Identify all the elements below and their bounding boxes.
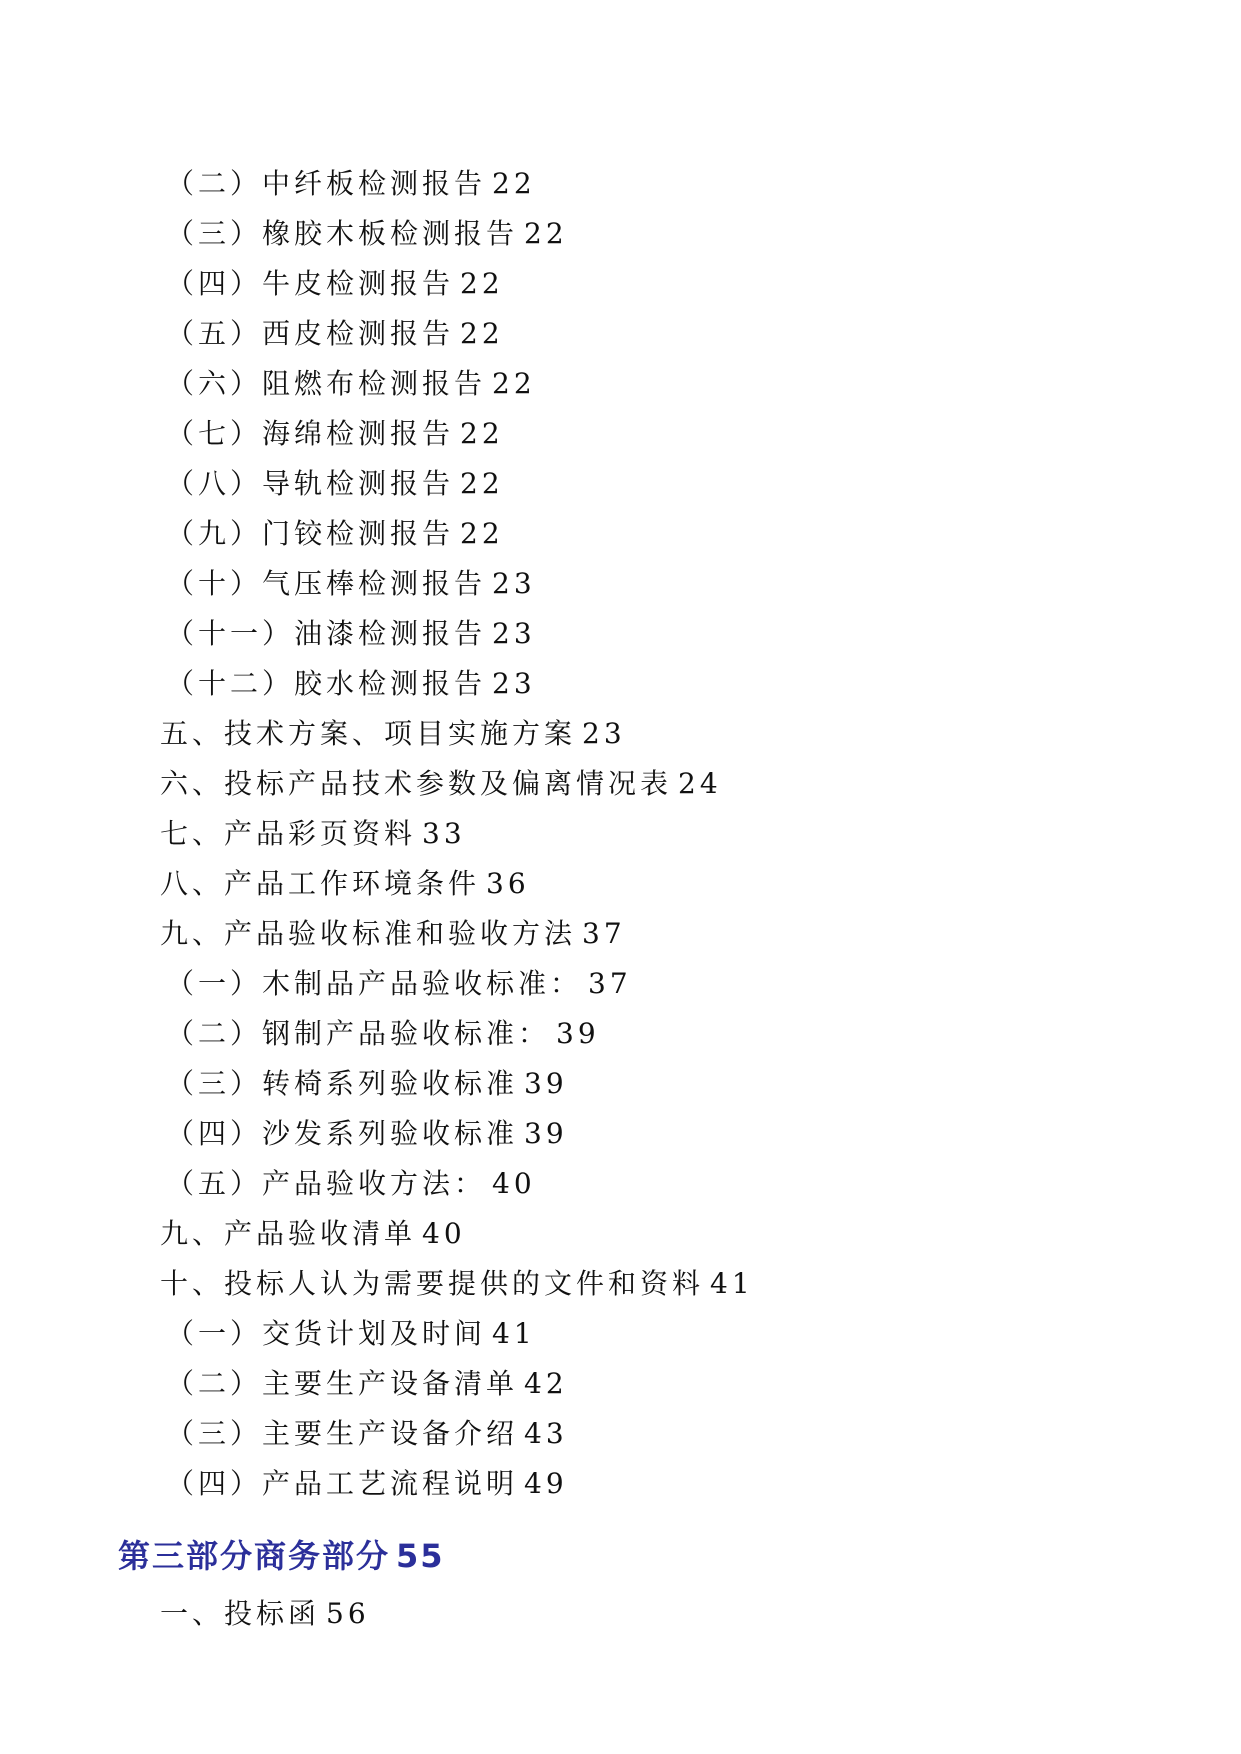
- toc-page-number: 22: [460, 417, 504, 450]
- toc-entry-title: （一）交货计划及时间: [166, 1317, 487, 1350]
- toc-page-number: 40: [492, 1167, 536, 1200]
- toc-entry-title: 八、产品工作环境条件: [160, 867, 481, 900]
- toc-page-number: 37: [588, 967, 632, 1000]
- toc-entry-title: 七、产品彩页资料: [160, 817, 417, 850]
- toc-page-number: 49: [524, 1467, 568, 1500]
- toc-page-number: 43: [524, 1417, 568, 1450]
- toc-section-title: 第三部分商务部分: [118, 1537, 391, 1575]
- toc-page-number: 23: [492, 567, 536, 600]
- toc-entry[interactable]: [160, 1214, 466, 1254]
- toc-entry[interactable]: [166, 964, 632, 1004]
- toc-page-number: 56: [326, 1597, 370, 1630]
- toc-entry[interactable]: [166, 264, 504, 304]
- toc-entry-title: 十、投标人认为需要提供的文件和资料: [160, 1267, 705, 1300]
- toc-page-number: 23: [492, 667, 536, 700]
- toc-entry[interactable]: [166, 1014, 600, 1054]
- toc-entry-title: 五、技术方案、项目实施方案: [160, 717, 577, 750]
- toc-entry[interactable]: [166, 1064, 568, 1104]
- toc-entry[interactable]: [166, 364, 536, 404]
- toc-entry[interactable]: [166, 1414, 568, 1454]
- toc-page-number: 37: [582, 917, 626, 950]
- toc-entry-title: （十）气压棒检测报告: [166, 567, 487, 600]
- toc-page-number: 42: [524, 1367, 568, 1400]
- toc-page-number: 22: [460, 267, 504, 300]
- toc-entry[interactable]: [166, 314, 504, 354]
- toc-entry-title: （三）橡胶木板检测报告: [166, 217, 519, 250]
- toc-page-number: 24: [678, 767, 722, 800]
- toc-entry-title: 一、投标函: [160, 1597, 321, 1630]
- toc-entry[interactable]: [160, 864, 530, 904]
- toc-page-number: 22: [460, 317, 504, 350]
- toc-page-number: 40: [422, 1217, 466, 1250]
- toc-entry[interactable]: [160, 714, 626, 754]
- toc-entry[interactable]: [160, 914, 626, 954]
- toc-entry-title: （二）钢制产品验收标准：: [166, 1017, 551, 1050]
- toc-page-number: 41: [710, 1267, 754, 1300]
- toc-entry[interactable]: [160, 1594, 370, 1634]
- toc-entry-title: （八）导轨检测报告: [166, 467, 455, 500]
- toc-page-number: 22: [460, 467, 504, 500]
- toc-entry-title: （三）主要生产设备介绍: [166, 1417, 519, 1450]
- toc-entry[interactable]: [166, 414, 504, 454]
- toc-entry[interactable]: [160, 764, 722, 804]
- toc-section-heading[interactable]: [118, 1534, 445, 1578]
- toc-entry[interactable]: [166, 514, 504, 554]
- toc-entry-title: （四）沙发系列验收标准: [166, 1117, 519, 1150]
- toc-entry[interactable]: [166, 1114, 568, 1154]
- toc-entry-title: （六）阻燃布检测报告: [166, 367, 487, 400]
- toc-page-number: 22: [492, 367, 536, 400]
- toc-entry-title: （四）牛皮检测报告: [166, 267, 455, 300]
- toc-page-number: 23: [582, 717, 626, 750]
- toc-entry-title: （七）海绵检测报告: [166, 417, 455, 450]
- toc-entry-title: （五）西皮检测报告: [166, 317, 455, 350]
- toc-entry[interactable]: [166, 1464, 568, 1504]
- toc-entry-title: （二）中纤板检测报告: [166, 167, 487, 200]
- toc-entry[interactable]: [166, 1314, 536, 1354]
- toc-entry-title: 九、产品验收清单: [160, 1217, 417, 1250]
- toc-page-number: 41: [492, 1317, 536, 1350]
- toc-entry-title: （四）产品工艺流程说明: [166, 1467, 519, 1500]
- toc-page-number: 22: [492, 167, 536, 200]
- toc-entry[interactable]: [166, 614, 536, 654]
- toc-entry[interactable]: [160, 1264, 754, 1304]
- toc-page-number: 22: [460, 517, 504, 550]
- toc-page-number: 39: [524, 1067, 568, 1100]
- toc-page-number: 22: [524, 217, 568, 250]
- toc-entry[interactable]: [166, 1364, 568, 1404]
- toc-entry-title: （二）主要生产设备清单: [166, 1367, 519, 1400]
- toc-page-number: 23: [492, 617, 536, 650]
- toc-page-number: 33: [422, 817, 466, 850]
- toc-entry[interactable]: [166, 214, 568, 254]
- toc-entry-title: （三）转椅系列验收标准: [166, 1067, 519, 1100]
- toc-entry-title: （十二）胶水检测报告: [166, 667, 487, 700]
- toc-entry-title: （一）木制品产品验收标准：: [166, 967, 583, 1000]
- toc-page-number: 39: [524, 1117, 568, 1150]
- toc-entry-title: 六、投标产品技术参数及偏离情况表: [160, 767, 673, 800]
- toc-entry[interactable]: [166, 164, 536, 204]
- toc-entry[interactable]: [166, 564, 536, 604]
- toc-page-number: 39: [556, 1017, 600, 1050]
- toc-page-number: 55: [396, 1537, 445, 1575]
- toc-entry-title: （九）门铰检测报告: [166, 517, 455, 550]
- toc-entry-title: （十一）油漆检测报告: [166, 617, 487, 650]
- toc-entry[interactable]: [166, 1164, 536, 1204]
- toc-entry[interactable]: [166, 464, 504, 504]
- toc-entry-title: （五）产品验收方法：: [166, 1167, 487, 1200]
- toc-page-number: 36: [486, 867, 530, 900]
- toc-entry-title: 九、产品验收标准和验收方法: [160, 917, 577, 950]
- toc-entry[interactable]: [166, 664, 536, 704]
- toc-entry[interactable]: [160, 814, 466, 854]
